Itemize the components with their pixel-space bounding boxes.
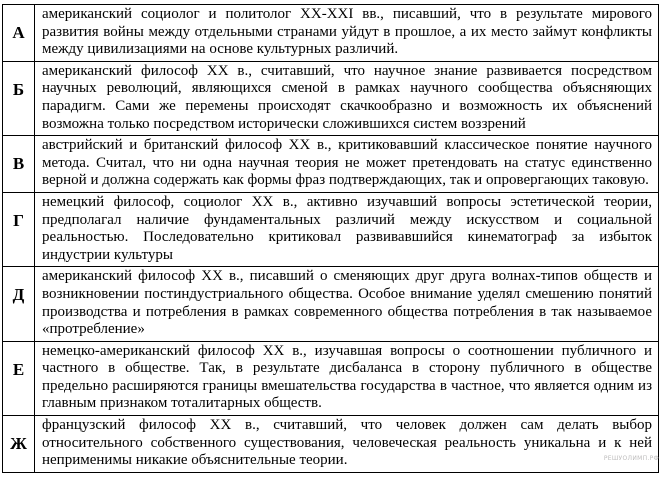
table-row [3, 136, 659, 193]
table-row [3, 5, 659, 62]
row-description: американский философ XX в., писавший о сменяющих друг друга волнах-типов обществ и возникновении постиндустриального общества. Особое внимание уделял смешению понятий производства и потребления в рамках современного общества потребления в так называемое «протребление» [35, 267, 659, 341]
row-description: французский философ XX в., считавший, что человек должен сам делать выбор относительного собственного существования, человеческая реальность уникальна и к ней неприменимы никакие объяснительные теории. [35, 416, 659, 473]
table-row [3, 267, 659, 341]
row-description: американский социолог и политолог XX-XXI вв., писавший, что в результате мирового развития войны между отдельными странами уйдут в прошлое, а их место займут конфликты между цивилизациями на основе культурных различий. [35, 5, 659, 62]
table-row [3, 416, 659, 473]
row-letter: В [3, 136, 35, 193]
row-description: немецко-американский философ XX в., изучавшая вопросы о соотношении публичного и частного в обществе. Так, в результате дисбаланса в сторону публичного в обществе предельно расширяются границы вмешательства государства в частное, что является одним из главным признаком тоталитарных обществ. [35, 341, 659, 415]
watermark: РЕШУОЛИМП.РФ [603, 455, 659, 462]
row-description: американский философ XX в., считавший, что научное знание развивается посредством научных революций, являющихся сменой в рамках научного сообщества объясняющих парадигм. Сами же перемены происходят скачкообразно и возможность их объяснений возможна только посредством исторически сложившихся систем воззрений [35, 61, 659, 135]
table-row [3, 61, 659, 135]
row-letter: А [3, 5, 35, 62]
row-description: австрийский и британский философ XX в., критиковавший классическое понятие научного метода. Считал, что ни одна научная теория не может претендовать на статус единственно верной и должна содержать как формы фраз подтверждающих, так и опровергающих таковую. [35, 136, 659, 193]
table-row [3, 341, 659, 415]
row-letter: Б [3, 61, 35, 135]
row-letter: Ж [3, 416, 35, 473]
row-letter: Е [3, 341, 35, 415]
matching-table-body [3, 5, 659, 473]
row-letter: Г [3, 192, 35, 266]
table-row [3, 192, 659, 266]
matching-table [2, 4, 659, 473]
row-letter: Д [3, 267, 35, 341]
row-description: немецкий философ, социолог XX в., активно изучавший вопросы эстетической теории, предполагал наличие фундаментальных различий между искусством и социальной реальностью. Последовательно критиковал развивавшийся кинематограф за избыток индустрии культуры [35, 192, 659, 266]
